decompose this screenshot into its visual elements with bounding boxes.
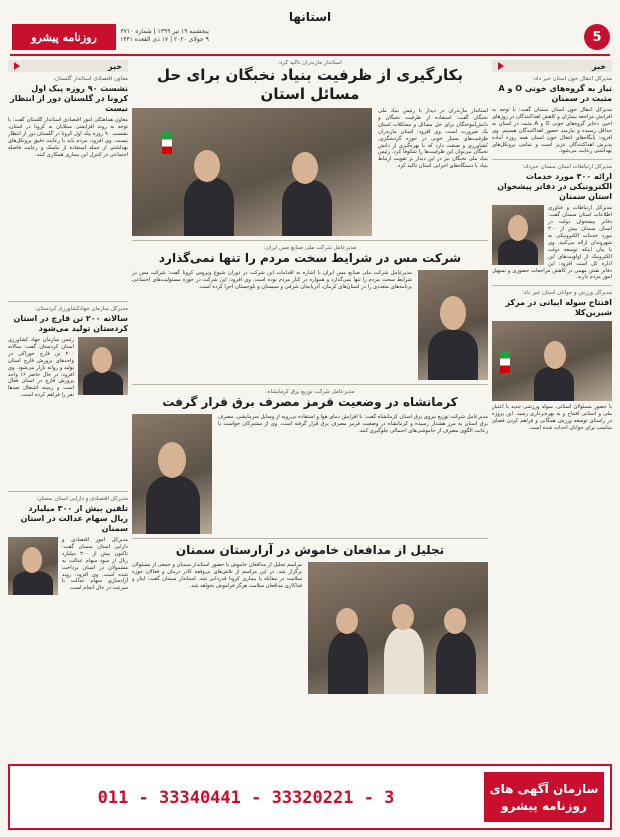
story-kicker: مدیرکل ورزش و جوانان استان خبر داد: (522, 290, 612, 297)
fourth-story (132, 562, 488, 694)
third-story (132, 414, 488, 534)
divider (132, 240, 488, 241)
news-label-text: خبر (591, 61, 606, 71)
story-headline: نشست ۹۰ روزه پیک اول کرونا در گلستان دور از انتظار نیست (10, 84, 128, 113)
triangle-icon (14, 62, 20, 70)
divider (132, 538, 488, 539)
story-body: مدیرعامل شرکت توزیع نیروی برق استان کرمانشاه گفت: با افزایش دمای هوا و استفاده بی‌رویه از وسایل سرمایشی، مصرف برق استان به مرز هشدار رسیده و کرمانشاه در وضعیت قرمز مصرف برق قرار گرفته است. وی از مشترکان خواست با رعایت الگوی مصرف از خاموشی‌های احتمالی جلوگیری کنند. (218, 414, 488, 434)
news-label (492, 60, 612, 72)
story-headline: تلقین بیش از ۳۰۰ میلیارد ریال سهام عدالت در استان سمنان (20, 504, 128, 533)
divider (8, 301, 128, 302)
story-kicker: مدیرعامل شرکت توزیع برق کرمانشاه: (265, 389, 355, 395)
story-headline: نیاز به گروه‌های خونی O و A مثبت در سمنان (498, 84, 612, 103)
left-column (8, 60, 128, 597)
story-body: مدیرکل انتقال خون استان سمنان گفت: با توجه به افزایش مراجعه بیماران و کاهش اهداکنندگان در روزهای اخیر، ذخایر گروه‌های خونی O و A مثبت در استان به حداقل رسیده و نیازمند حضور اهداکنندگان هستیم. وی افزود: پایگاه‌های انتقال خون استان همه روزه آماده پذیرش اهداکنندگان عزیز است و تمامی پروتکل‌های بهداشتی رعایت می‌شود. (492, 107, 613, 155)
story-headline: ارائه ۳۰۰ مورد خدمات الکترونیکی در دفاتر پیشخوان استان سمنان (497, 172, 612, 202)
page-number: 5 (584, 24, 610, 50)
mid-story (132, 270, 488, 380)
story-body: مدیرعامل شرکت ملی صنایع مس ایران با اشاره به اقدامات این شرکت در دوران شیوع ویروس کرونا گفت: شرکت مس در شرایط سخت مردم را تنها نمی‌گذارد و همواره در کنار مردم بوده است. وی افزود: این شرکت در حوزه مسئولیت‌های اجتماعی برنامه‌های متعددی را در استان‌های کرمان، آذربایجان شرقی و سیستان و بلوچستان اجرا کرده است. (132, 270, 412, 290)
divider (8, 491, 128, 492)
date-line: پنجشنبه ۱۹ تیر ۱۳۹۹ | شماره ۳۷۱۰ (120, 28, 209, 35)
story-headline: سالانه ۲۰۰ تن قارچ در استان کردستان تولید می‌شود (13, 314, 128, 333)
story-kicker: مدیرکل انتقال خون استان خبر داد: (532, 76, 612, 82)
portrait-photo (8, 537, 58, 595)
story-body: رئیس سازمان جهاد کشاورزی استان کردستان گفت: سالانه ۲۰۰ تن قارچ خوراکی در واحدهای پرورش قارچ استان تولید و روانه بازار می‌شود. وی افزود: در حال حاضر ۱۶ واحد پرورش قارچ در استان فعال است و زمینه اشتغال صدها نفر را فراهم کرده است. (8, 337, 74, 399)
news-label-text: خبر (107, 61, 122, 71)
lead-photo (132, 108, 372, 236)
divider (492, 285, 612, 286)
ad-banner (8, 764, 612, 830)
story-body: معاون هماهنگی امور اقتصادی استاندار گلستان گفت: با توجه به روند افزایشی مبتلایان به کرونا در استان، نشست ۹۰ روزه پیک اول کرونا در گلستان دور از انتظار نیست. وی افزود: مردم باید با رعایت دقیق پروتکل‌های بهداشتی از جمله استفاده از ماسک و رعایت فاصله اجتماعی در کنترل این بیماری همکاری کنند. (8, 117, 128, 158)
portrait-photo (492, 205, 544, 265)
story-body: با حضور مسئولان استانی، سوله ورزشی جدید با اعتبار ملی و استانی افتتاح و به بهره‌برداری رسید. این پروژه در راستای توسعه ورزش همگانی و فراهم کردن فضای مناسب برای جوانان احداث شده است. (492, 404, 612, 432)
story-headline: کرمانشاه در وضعیت قرمز مصرف برق قرار گرفت (162, 395, 458, 409)
lead-body: استاندار مازندران در دیدار با رئیس بنیاد ملی نخبگان گفت: استفاده از ظرفیت نخبگان و دانش‌آموختگان برای حل مسائل و مشکلات استان یک ضرورت است. وی افزود: استان مازندران ظرفیت‌های بسیار خوبی در حوزه گردشگری، کشاورزی و صنعت دارد که با بهره‌گیری از دانش نخبگان می‌توان این ظرفیت‌ها را شکوفا کرد. رئیس بنیاد ملی نخبگان نیز در این دیدار بر تقویت ارتباط بنیاد با دستگاه‌های اجرایی استان تاکید کرد. (378, 108, 488, 170)
ad-subtitle: روزنامه پیشرو (501, 798, 587, 813)
date-line: ۹ جولای ۲۰۲۰ | ۱۷ ذی القعده ۱۴۴۱ (120, 36, 209, 43)
news-label (8, 60, 128, 72)
triangle-icon (498, 62, 504, 70)
section-title: استانها (288, 10, 332, 24)
right-column (492, 60, 612, 432)
center-column (132, 60, 488, 694)
lead-story (132, 108, 488, 236)
story-body: مدیرکل امور اقتصادی و دارایی استان سمنان گفت: تاکنون بیش از ۳۰۰ میلیارد ریال از سود سهام عدالت به مشمولان در استان پرداخت شده است. وی افزود: روند آزادسازی سهام عدالت با سرعت در حال انجام است. (62, 537, 128, 592)
lead-headline: بکارگیری از ظرفیت بنیاد نخبگان برای حل مسائل استان (157, 66, 463, 103)
ad-logo (484, 772, 604, 822)
story-kicker: مدیرعامل شرکت ملی صنایع مس ایران: (263, 245, 357, 251)
story-kicker: معاون اقتصادی استاندار گلستان: (53, 76, 128, 82)
story-kicker: مدیرکل اقتصادی و دارایی استان سمنان: (35, 496, 128, 502)
portrait-photo (78, 337, 128, 395)
story-headline: افتتاح سوله ابیاتی در مرکز شیرین‌کلا (505, 298, 612, 318)
lead-kicker: استاندار مازندران تاکید کرد: (278, 60, 342, 66)
story-body: مراسم تجلیل از مدافعان خاموش با حضور استاندار سمنان و جمعی از مسئولان برگزار شد. در این مراسم از تلاش‌های بی‌وقفه کادر درمان و فعالان حوزه سلامت در مقابله با بیماری کرونا قدردانی شد. استاندار سمنان گفت: ایثار و فداکاری مدافعان سلامت هرگز فراموش نخواهد شد. (132, 562, 302, 589)
ceremony-photo (308, 562, 488, 694)
ad-title: سازمان آگهی های (489, 781, 599, 796)
story-kicker: مدیرکل ارتباطات استان سمنان خبرداد: (522, 164, 612, 171)
story-headline: شرکت مس در شرایط سخت مردم را تنها نمی‌گذارد (158, 251, 462, 265)
story-headline: تجلیل از مدافعان خاموش در آرارستان سمنان (175, 543, 445, 557)
story-body: مدیرکل ارتباطات و فناوری اطلاعات استان سمنان گفت: دفاتر پیشخوان دولت در استان سمنان بیش از ۳۰۰ مورد خدمات الکترونیکی به شهروندان ارائه می‌کنند. وی با بیان اینکه توسعه دولت الکترونیک از اولویت‌های این اداره کل است افزود: این دفاتر نقش مهمی در کاهش مراجعات حضوری و تسهیل امور مردم دارند. (492, 205, 612, 281)
masthead (0, 0, 620, 58)
issue-dates (120, 28, 209, 44)
ad-phone-numbers: 011 - 33340441 - 33320221 - 3 (97, 788, 395, 808)
portrait-photo (418, 270, 488, 380)
divider (132, 384, 488, 385)
divider (492, 159, 612, 160)
brand-logo: روزنامه پیشرو (12, 24, 116, 50)
portrait-photo (132, 414, 212, 534)
news-photo (492, 321, 612, 401)
story-kicker: مدیرکل سازمان جهادکشاورزی کردستان: (34, 306, 128, 312)
masthead-rule (10, 54, 610, 56)
